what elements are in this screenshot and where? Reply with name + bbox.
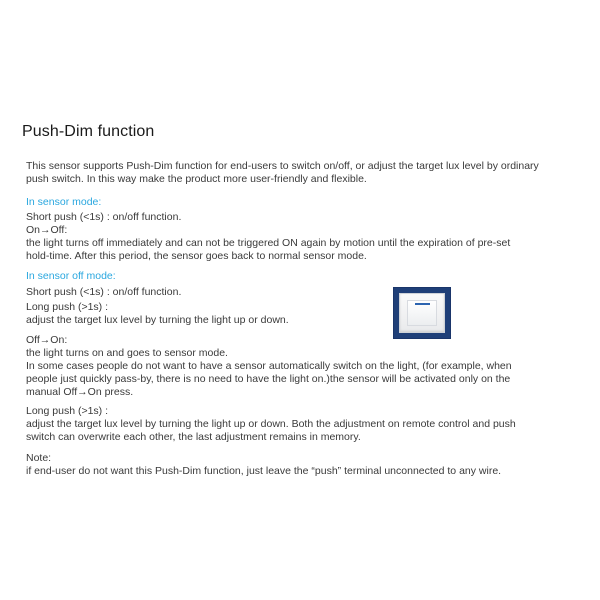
page-title: Push-Dim function [22,123,155,140]
push-switch-image [393,287,451,339]
sensor-mode-desc: hold-time. After this period, the sensor goes back to normal sensor mode. [26,250,367,262]
sensor-off-short-push: Short push (<1s) : on/off function. [26,286,182,298]
sensor-off-off-on [26,334,512,399]
note-label: Note: [26,452,52,464]
long-push-2-desc: adjust the target lux level by turning the light up or down. Both the adjustment on remote control and push [26,418,516,430]
long-push-2-label: Long push (>1s) : [26,405,109,417]
cases-line: manual Off→On press. [26,386,134,398]
note-block [26,452,501,478]
note-text: if end-user do not want this Push-Dim function, just leave the “push” terminal unconnected to any wire. [26,465,502,477]
cases-line: people just quickly pass-by, there is no need to have the light on.)the sensor will be activated only on the [26,373,511,385]
cases-line: In some cases people do not want to have a sensor automatically switch on the light, (for example, when [26,360,512,372]
sensor-mode-short-push: Short push (<1s) : on/off function. [26,211,182,223]
switch-rocker [407,300,437,326]
sensor-mode-desc: the light turns off immediately and can not be triggered ON again by motion until the expiration of pre-set [26,237,511,249]
intro-line: push switch. In this way make the product more user-friendly and flexible. [26,173,367,185]
sensor-off-mode-short [26,286,181,299]
off-on-desc: the light turns on and goes to sensor mode. [26,347,228,359]
sensor-off-mode-long [26,301,289,327]
sensor-off-long-desc: adjust the target lux level by turning the light up or down. [26,314,289,326]
switch-indicator [415,303,430,305]
sensor-mode-body [26,211,510,263]
sensor-mode-on-off: On→Off: [26,224,68,236]
sensor-off-mode-heading: In sensor off mode: [26,270,116,282]
sensor-mode-heading: In sensor mode: [26,196,102,208]
push-switch-icon [399,293,445,333]
sensor-off-long-push-2 [26,405,516,444]
off-on-label: Off→On: [26,334,68,346]
long-push-2-desc: switch can overwrite each other, the last adjustment remains in memory. [26,431,361,443]
intro-line: This sensor supports Push-Dim function for end-users to switch on/off, or adjust the target lux level by ordinary [26,160,539,172]
sensor-off-long-push: Long push (>1s) : [26,301,109,313]
intro-paragraph [26,160,539,186]
